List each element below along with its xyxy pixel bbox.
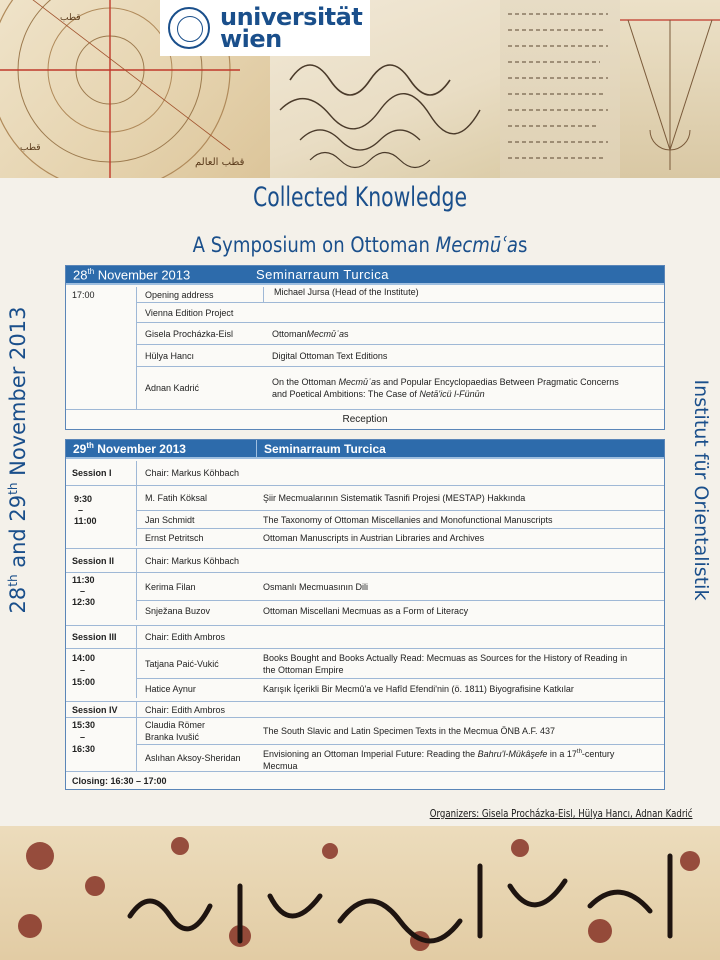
time: 17:00 xyxy=(72,289,95,300)
session-label: Session I xyxy=(72,468,112,478)
reception: Reception xyxy=(342,414,388,425)
start-time: 15:30 xyxy=(72,720,96,730)
talk-title: Osmanlı Mecmuasının Dili xyxy=(263,581,369,592)
speaker: Adnan Kadrić xyxy=(145,383,200,393)
day-29-date: 29th November 2013 xyxy=(73,441,186,456)
time-block xyxy=(66,717,136,771)
session-chair: Chair: Edith Ambros xyxy=(145,704,226,715)
speaker: Claudia Römer Branka Ivušić xyxy=(145,720,206,742)
day-28-header xyxy=(66,266,664,285)
closing: Closing: 16:30 – 17:00 xyxy=(72,775,167,786)
talk-title: The Taxonomy of Ottoman Miscellanies and Monofunctional Manuscripts xyxy=(263,514,553,525)
speaker: Hatice Aynur xyxy=(145,683,196,694)
table-row xyxy=(136,600,664,620)
table-row xyxy=(66,409,664,429)
table-row xyxy=(66,771,664,789)
end-time: 12:30 xyxy=(72,597,96,607)
day-28-date: 28th November 2013 xyxy=(73,266,191,283)
table-row xyxy=(66,625,664,648)
time-block xyxy=(66,485,136,546)
organizers: Organizers: Gisela Procházka-Eisl, Hülya Hancı, Adnan Kadrić xyxy=(429,808,692,820)
talk-title: Ottoman Miscellani Mecmuas as a Form of Literacy xyxy=(263,605,469,616)
time-dash: – xyxy=(78,505,84,515)
talk-title: Ottoman Mecmūʿa s xyxy=(272,328,349,339)
time-block xyxy=(66,572,136,620)
page-title: Collected Knowledge xyxy=(252,182,468,213)
speaker: Ernst Petritsch xyxy=(145,532,204,543)
session-label: Session II xyxy=(72,555,115,566)
session-chair: Chair: Edith Ambros xyxy=(145,632,226,642)
time-dash: – xyxy=(80,586,86,596)
table-row xyxy=(66,548,664,572)
day-29-header xyxy=(66,440,664,459)
university-seal-icon xyxy=(168,7,210,49)
talk-title: Books Bought and Books Actually Read: Mecmuas as Sources for the History of Reading in the Ottoman Empire xyxy=(263,653,628,675)
table-row xyxy=(136,572,664,600)
table-row xyxy=(136,322,664,344)
speaker: Snježana Buzov xyxy=(145,605,211,616)
start-time: 9:30 xyxy=(74,494,93,504)
speaker: Aslıhan Aksoy-Sheridan xyxy=(145,753,241,763)
start-time: 11:30 xyxy=(72,575,95,585)
university-logo xyxy=(160,0,370,56)
table-row xyxy=(136,744,664,771)
time-dash: – xyxy=(80,732,86,742)
time-dash: – xyxy=(80,665,86,675)
session-chair: Chair: Markus Köhbach xyxy=(145,468,240,478)
table-row xyxy=(136,528,664,546)
table-row xyxy=(136,678,664,698)
svg-text:ﻗﻄﺐ ﺍﻟﻌﺎﻟﻢ: ﻗﻄﺐ ﺍﻟﻌﺎﻟﻢ xyxy=(195,157,245,168)
svg-text:ﻗﻄﺐ: ﻗﻄﺐ xyxy=(60,13,81,23)
table-row xyxy=(136,344,664,366)
session-label: Session IV xyxy=(72,704,118,715)
speaker: Vienna Edition Project xyxy=(145,307,234,318)
talk-title: Karışık İçerikli Bir Mecmû'a ve Hafîd Efendi'nin (ö. 1811) Biyografisine Katkılar xyxy=(263,683,574,694)
day-28-venue: Seminarraum Turcica xyxy=(256,267,390,282)
diagram-manuscript-image xyxy=(620,0,720,178)
speaker: Hülya Hancı xyxy=(145,350,195,361)
end-time: 11:00 xyxy=(74,516,97,526)
table-row xyxy=(136,485,664,510)
table-row xyxy=(66,461,664,485)
end-time: 16:30 xyxy=(72,744,96,754)
footer-calligraphy-image xyxy=(0,826,720,960)
talk-title: Ottoman Manuscripts in Austrian Libraries and Archives xyxy=(263,532,485,543)
schedule-day-29 xyxy=(65,439,665,790)
table-row xyxy=(136,510,664,528)
talk-title: The South Slavic and Latin Specimen Texts in the Mecmua ÖNB A.F. 437 xyxy=(263,726,555,736)
table-row xyxy=(136,366,664,409)
script-manuscript-image xyxy=(500,0,620,178)
end-time: 15:00 xyxy=(72,677,96,687)
speaker: Opening address xyxy=(145,289,214,300)
table-row xyxy=(136,648,664,678)
talk-title: Şiir Mecmualarının Sistematik Tasnifi Projesi (MESTAP) Hakkında xyxy=(263,493,526,503)
talk-title: Digital Ottoman Text Editions xyxy=(272,350,388,361)
schedule-day-28 xyxy=(65,265,665,430)
time-block xyxy=(66,648,136,698)
speaker: M. Fatih Köksal xyxy=(145,493,208,503)
table-row xyxy=(66,287,664,302)
svg-text:ﻗﻄﺐ: ﻗﻄﺐ xyxy=(20,143,41,153)
talk-title: On the Ottoman Mecmūʿas and Popular Encyclopaedias Between Pragmatic Concerns and Poetical Ambitions: The Case of Netā'icü l-Fünūn xyxy=(272,377,619,399)
talk-title: Michael Jursa (Head of the Institute) xyxy=(274,286,419,297)
session-label: Session III xyxy=(72,632,117,642)
start-time: 14:00 xyxy=(72,653,96,663)
speaker: Kerima Filan xyxy=(145,581,196,592)
speaker: Tatjana Paić-Vukić xyxy=(145,658,219,669)
speaker: Gisela Procházka-Eisl xyxy=(145,328,234,339)
page-subtitle: A Symposium on Ottoman Mecmūʿas xyxy=(192,233,528,257)
header-banner xyxy=(0,0,720,178)
table-row xyxy=(66,701,664,717)
talk-title: Envisioning an Ottoman Imperial Future: Reading the Bahru'l-Mükâşefe in a 17th-century Mecmua xyxy=(263,749,615,771)
day-29-venue: Seminarraum Turcica xyxy=(264,441,386,456)
speaker: Jan Schmidt xyxy=(145,514,195,525)
session-chair: Chair: Markus Köhbach xyxy=(145,555,240,566)
university-name: universität wien xyxy=(220,3,363,53)
table-row xyxy=(136,717,664,744)
table-row xyxy=(136,302,664,322)
